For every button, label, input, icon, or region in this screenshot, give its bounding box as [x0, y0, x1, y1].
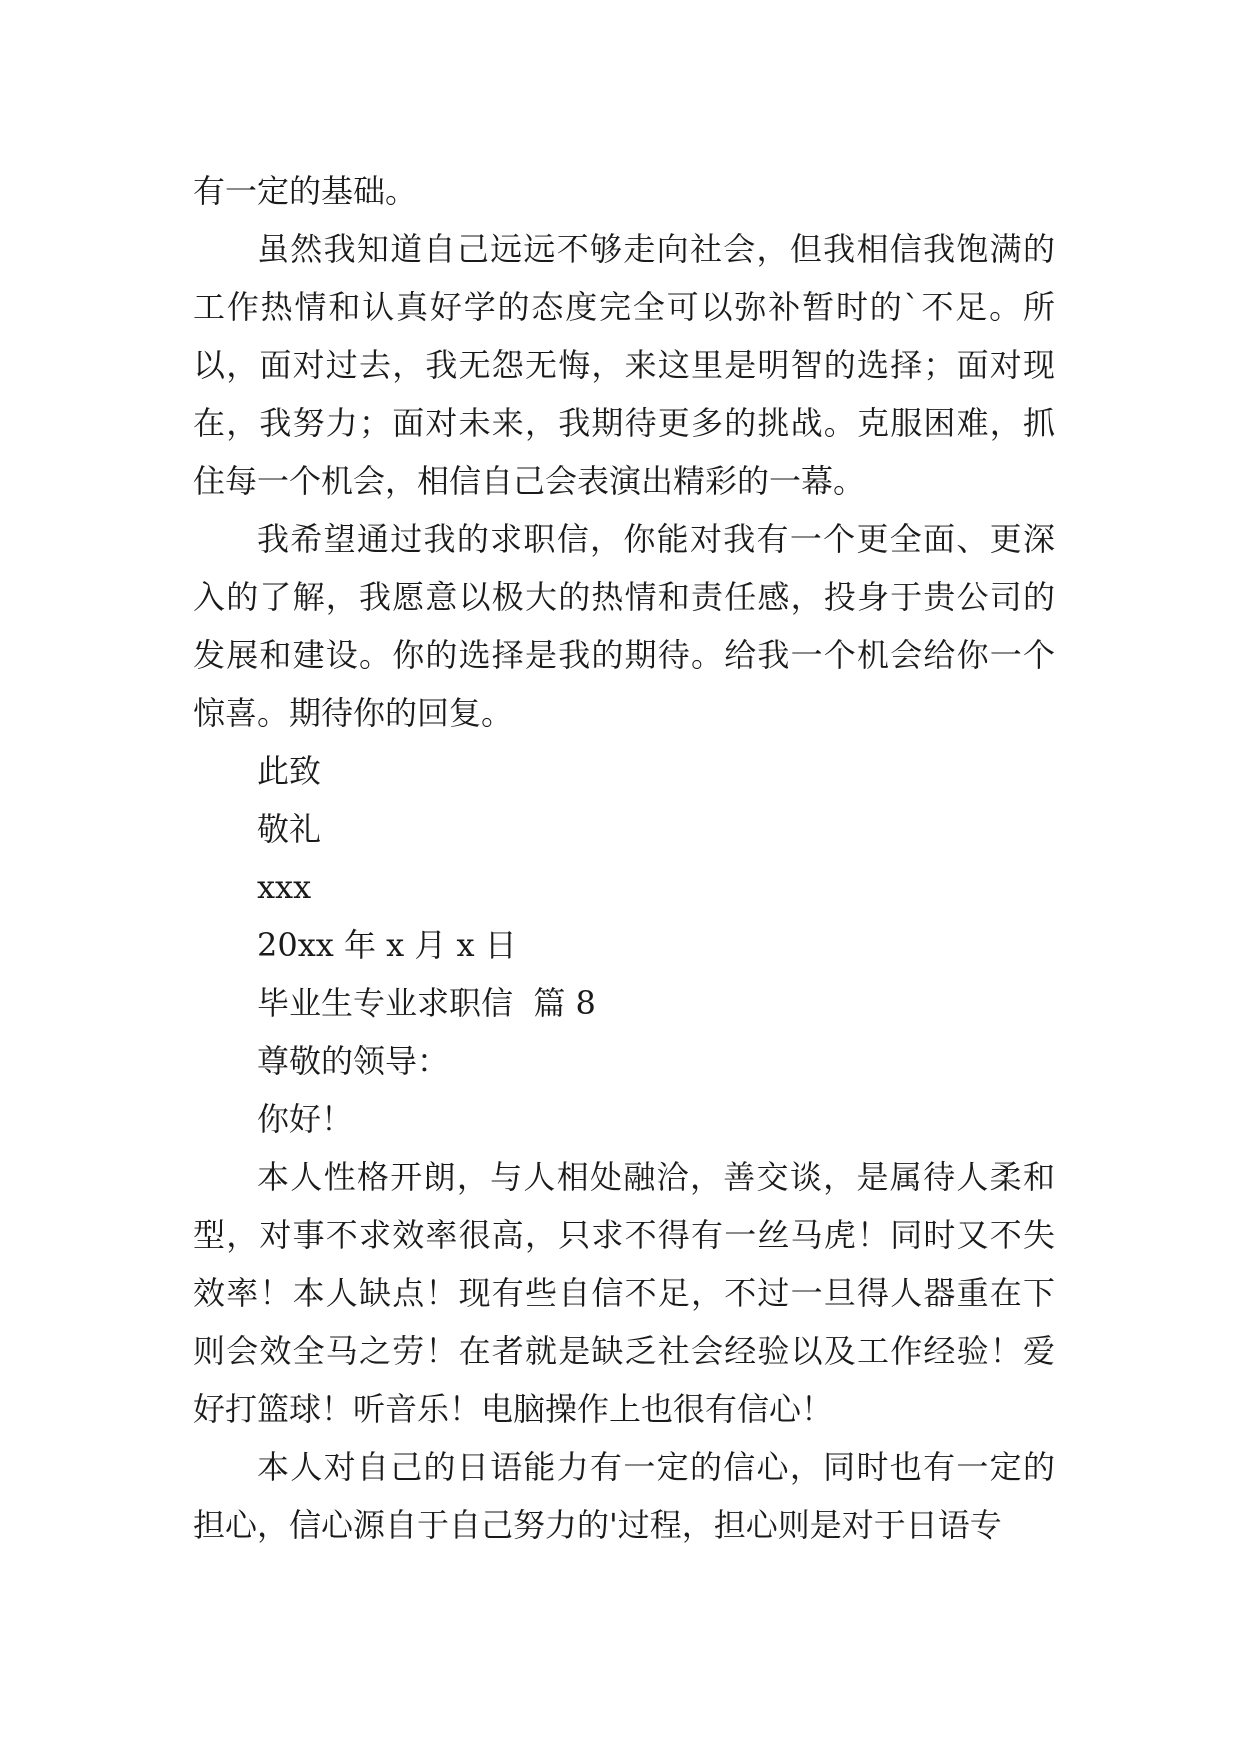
paragraph-personality: 本人性格开朗，与人相处融洽，善交谈，是属待人柔和型，对事不求效率很高，只求不得有一丝马虎！同时又不失效率！本人缺点！现有些自信不足，不过一旦得人器重在下则会效全马之劳！在者就是缺乏社会经验以及工作经验！爱好打篮球！听音乐！电脑操作上也很有信心！ — [193, 1158, 1055, 1428]
closing-line-1: 此致 — [257, 752, 322, 790]
salutation: 尊敬的领导： — [257, 1042, 450, 1080]
signature: xxx — [257, 868, 312, 906]
greeting: 你好！ — [257, 1100, 354, 1138]
paragraph-japanese-ability: 本人对自己的日语能力有一定的信心，同时也有一定的担心，信心源自于自己努力的'过程，担心则是对于日语专 — [193, 1448, 1055, 1544]
date-line: 20xx 年 x 月 x 日 — [257, 926, 517, 964]
document-body — [193, 162, 1055, 1554]
paragraph-confidence: 虽然我知道自己远远不够走向社会，但我相信我饱满的工作热情和认真好学的态度完全可以弥补暂时的`不足。所以，面对过去，我无怨无悔，来这里是明智的选择；面对现在，我努力；面对未来，我期待更多的挑战。克服困难，抓住每一个机会，相信自己会表演出精彩的一幕。 — [193, 230, 1055, 500]
section-heading: 毕业生专业求职信 篇 8 — [257, 984, 596, 1022]
closing-line-2: 敬礼 — [257, 810, 322, 848]
paragraph-hope: 我希望通过我的求职信，你能对我有一个更全面、更深入的了解，我愿意以极大的热情和责任感，投身于贵公司的发展和建设。你的选择是我的期待。给我一个机会给你一个惊喜。期待你的回复。 — [193, 520, 1055, 732]
paragraph-continuation: 有一定的基础。 — [193, 172, 418, 210]
